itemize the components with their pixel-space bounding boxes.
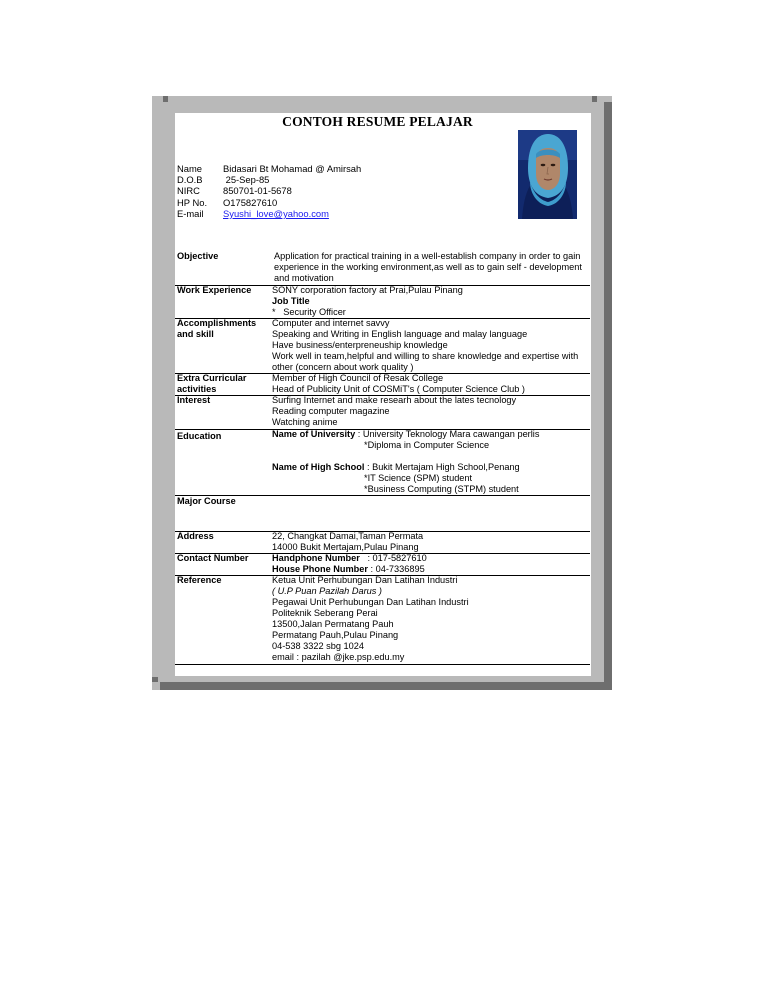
reference-line: 13500,Jalan Permatang Pauh bbox=[272, 619, 394, 629]
major-course-label: Major Course bbox=[177, 496, 236, 506]
section-major-course bbox=[175, 495, 590, 532]
high-school-detail: *Business Computing (STPM) student bbox=[364, 484, 519, 494]
name-label: Name bbox=[177, 163, 203, 174]
skill-line: Computer and internet savvy bbox=[272, 318, 390, 328]
objective-line: Application for practical training in a well-establish company in order to gain bbox=[274, 251, 581, 261]
frame-corner-mark bbox=[152, 677, 158, 682]
high-school-value: : Bukit Mertajam High School,Penang bbox=[364, 462, 520, 472]
education-text bbox=[272, 429, 584, 495]
extra-curricular-label bbox=[177, 373, 269, 395]
frame-corner-mark bbox=[592, 96, 597, 102]
reference-line: Pegawai Unit Perhubungan Dan Latihan Industri bbox=[272, 597, 469, 607]
university-label: Name of University bbox=[272, 429, 356, 439]
high-school-detail: *IT Science (SPM) student bbox=[364, 473, 473, 483]
name-value: Bidasari Bt Mohamad @ Amirsah bbox=[223, 163, 362, 174]
work-company: SONY corporation factory at Prai,Pulau Pinang bbox=[272, 285, 463, 295]
university-detail: *Diploma in Computer Science bbox=[364, 440, 490, 450]
address-line: 14000 Bukit Mertajam,Pulau Pinang bbox=[272, 542, 419, 552]
interest-label: Interest bbox=[177, 395, 211, 405]
reference-text bbox=[272, 575, 584, 663]
address-label: Address bbox=[177, 531, 214, 541]
education-label: Education bbox=[177, 431, 222, 441]
handphone-value: : 017-5827610 bbox=[359, 553, 427, 563]
contact-text bbox=[272, 553, 584, 575]
section-interest bbox=[175, 395, 590, 430]
extra-curricular-text bbox=[272, 373, 584, 395]
objective-text bbox=[274, 251, 586, 284]
address-line: 22, Changkat Damai,Taman Permata bbox=[272, 531, 424, 541]
work-text bbox=[272, 285, 584, 318]
address-text bbox=[272, 531, 584, 553]
work-label: Work Experience bbox=[177, 285, 252, 295]
objective-line: experience in the working environment,as well as to gain self - development bbox=[274, 262, 582, 272]
section-contact-number bbox=[175, 553, 590, 576]
interest-line: Watching anime bbox=[272, 417, 338, 427]
house-phone-label: House Phone Number bbox=[272, 564, 368, 574]
personal-info bbox=[177, 163, 361, 219]
job-title-label: Job Title bbox=[272, 296, 310, 306]
section-address bbox=[175, 531, 590, 554]
section-work-experience bbox=[175, 285, 590, 319]
dob-label: D.O.B bbox=[177, 174, 203, 186]
accomplishments-label-line: Accomplishments bbox=[177, 318, 257, 328]
university-value: : University Teknology Mara cawangan perlis bbox=[355, 429, 540, 439]
section-extra-curricular bbox=[175, 373, 590, 396]
handphone-label: Handphone Number bbox=[272, 553, 360, 563]
section-accomplishments bbox=[175, 318, 590, 374]
interest-text bbox=[272, 395, 584, 428]
reference-label: Reference bbox=[177, 575, 222, 585]
skill-line: Speaking and Writing in English language and malay language bbox=[272, 329, 528, 339]
nirc-label: NIRC bbox=[177, 185, 200, 197]
hp-value: O175827610 bbox=[223, 196, 278, 208]
section-objective bbox=[175, 251, 590, 286]
accomplishments-label bbox=[177, 318, 269, 340]
reference-line: Politeknik Seberang Perai bbox=[272, 608, 378, 618]
reference-line: Permatang Pauh,Pulau Pinang bbox=[272, 630, 399, 640]
accomplishments-text bbox=[272, 318, 584, 373]
hp-label: HP No. bbox=[177, 196, 208, 208]
objective-label: Objective bbox=[177, 251, 219, 261]
resume-title: CONTOH RESUME PELAJAR bbox=[282, 114, 473, 129]
extra-line: Member of High Council of Resak College bbox=[272, 373, 444, 383]
section-reference bbox=[175, 575, 590, 665]
extra-label-line: Extra Curricular bbox=[177, 373, 247, 383]
reference-email: email : pazilah @jke.psp.edu.my bbox=[272, 652, 405, 662]
email-link[interactable]: Syushi_love@yahoo.com bbox=[223, 207, 329, 219]
interest-line: Reading computer magazine bbox=[272, 406, 390, 416]
reference-line: Ketua Unit Perhubungan Dan Latihan Industri bbox=[272, 575, 458, 585]
nirc-value: 850701-01-5678 bbox=[223, 185, 292, 197]
skill-line: Work well in team,helpful and willing to share knowledge and expertise with bbox=[272, 351, 579, 361]
dob-value: 25-Sep-85 bbox=[223, 174, 270, 186]
email-label: E-mail bbox=[177, 207, 204, 219]
house-phone-value: : 04-7336895 bbox=[367, 564, 425, 574]
frame-shadow-right bbox=[604, 102, 612, 690]
objective-line: and motivation bbox=[274, 273, 334, 283]
frame-shadow-bottom bbox=[160, 682, 612, 690]
extra-line: Head of Publicity Unit of COSMiT's ( Computer Science Club ) bbox=[272, 384, 525, 394]
profile-photo bbox=[518, 130, 577, 219]
resume-page bbox=[175, 113, 591, 676]
high-school-label: Name of High School bbox=[272, 462, 365, 472]
reference-line: 04-538 3322 sbg 1024 bbox=[272, 641, 364, 651]
section-education bbox=[175, 429, 590, 496]
frame-corner-mark bbox=[163, 96, 168, 102]
job-title-value: * Security Officer bbox=[272, 307, 346, 317]
accomplishments-label-line: and skill bbox=[177, 329, 214, 339]
interest-line: Surfing Internet and make researh about the lates tecnology bbox=[272, 395, 517, 405]
contact-label: Contact Number bbox=[177, 553, 249, 563]
extra-label-line: activities bbox=[177, 384, 217, 394]
skill-line: Have business/enterpreneuship knowledge bbox=[272, 340, 448, 350]
skill-line: other (concern about work quality ) bbox=[272, 362, 414, 372]
reference-contact-person: ( U.P Puan Pazilah Darus ) bbox=[272, 586, 382, 596]
